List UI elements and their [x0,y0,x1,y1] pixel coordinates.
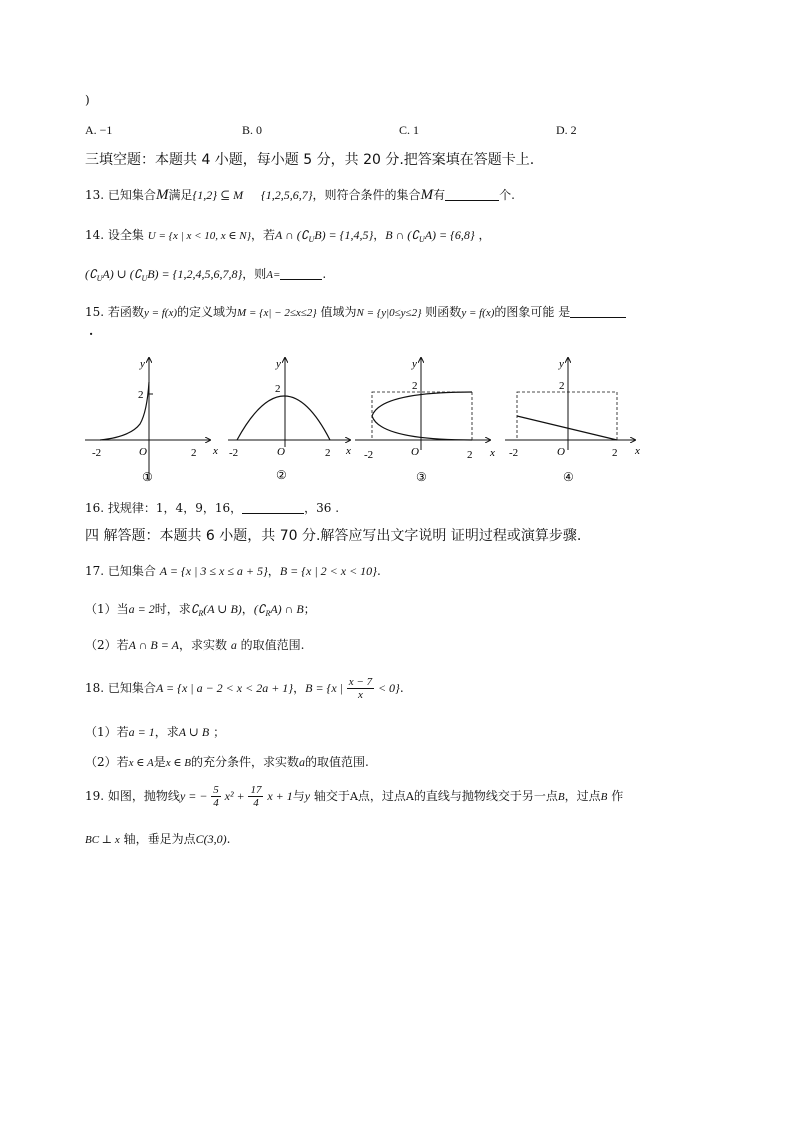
q18-2-c1: x ∈ A [128,757,154,769]
q15-m-def: M = {x| − 2≤x≤2} [237,307,317,319]
q17-sep: ， [267,564,280,578]
q14-expr2: B ∩ (∁ [385,228,419,242]
q14: 14. 设全集 U = {x | x < 10, x ∈ N}，若A ∩ $(∁_UB) = \{1,4,5\}$，B ∩ $(∁_UA) = \{6,8\}$ ， [85,228,491,244]
q19-eq-a: y = − [179,789,208,803]
q19-f2-num: 17 [250,784,262,796]
g4-label: ④ [563,470,574,484]
q13-text-a: 已知集合 [107,188,156,202]
q19-ptb: B [557,791,565,803]
q19-pta2: A [405,790,414,803]
q18-end: . [399,681,404,695]
q13-set2: {1,2,5,6,7} [260,188,313,202]
section3-title: 三填空题：本题共 4 小题，每小题 5 分，共 20 分.把答案填在答题卡上. [85,152,535,168]
q18-2-var: a [298,755,305,769]
graph-2 [228,358,351,482]
q19-l2-end: . [226,832,231,846]
q13-var2: M [420,187,434,203]
g2-xtick-2: 2 [325,447,331,459]
q14-line2 [85,265,326,283]
q14-text-b: ，若 [251,228,276,242]
g2-label: ② [276,468,287,482]
q13-text-d: 有 [433,188,446,202]
q13-answer-blank[interactable] [445,188,499,201]
q19-text-f: ，过点 [564,789,601,803]
option-b: B. 0 [242,123,263,137]
q16-text-b: ，36 . [304,501,340,515]
q18-b-a: B = {x | [305,681,343,695]
q13-num: 13. [85,188,105,202]
q18-1-end: ； [213,725,226,739]
q19 [85,784,623,809]
g1-xtick-2: 2 [191,447,197,459]
g2-origin: O [277,446,285,458]
q19-text-g: 作 [611,789,624,803]
q18-1-b: ，求 [154,725,179,739]
q17-1-sub2: R [265,609,271,618]
g4-xlabel: x [635,445,640,457]
q13-text-e: 个. [499,188,515,202]
q19-f1-num: 5 [213,784,219,796]
q19-pta: A [349,790,358,803]
q17-1-expr1: ∁ [190,602,199,616]
q15-text-d: 则函数 [425,305,462,319]
q18-part2 [85,753,369,770]
q19-frac1 [211,784,221,809]
graph-3 [355,358,495,484]
q14-num: 14. [85,228,105,242]
q14-l2b: A) ∪ (∁ [102,267,142,281]
g3-xtick-2: 2 [467,449,473,461]
q18-1-cond: a = 1 [128,725,155,739]
q18-part1 [85,723,225,740]
q19-num: 19. [85,789,105,803]
q18-text-a: 已知集合 [107,681,156,695]
q15-func2: y = f(x) [461,307,495,319]
g1-xlabel: x [213,445,218,457]
option-d: D. 2 [556,123,577,137]
q14-answer-blank[interactable] [280,267,322,280]
q19-text-d: 点，过点 [357,789,406,803]
function-graphs [80,352,650,487]
q17-1-b: 时，求 [154,602,191,616]
q14-sub1: U [308,235,315,244]
g2-ylabel: y [276,358,281,370]
q18-2-a: （2）若 [85,755,129,769]
q19-f1-den: 4 [213,797,219,809]
q15-dot: . [89,324,94,338]
q14-expr1b: B) = {1,4,5} [314,228,374,242]
q17-end: . [376,564,381,578]
q18-2-b: 是 [153,755,166,769]
q18-2-c: 的充分条件，求实数 [190,755,299,769]
q19-f2-den: 4 [253,797,259,809]
q19-eq-c: x + 1 [267,789,293,803]
q13 [85,186,515,204]
q17-1-cond: a = 2 [128,602,155,616]
g1-ytick: 2 [138,389,144,401]
q16 [85,499,339,516]
q18-1-expr: A ∪ B [178,725,210,739]
q13-text-b: 满足 [168,188,193,202]
q17-1-expr2: (∁ [253,602,266,616]
g4-ylabel: y [559,358,564,370]
q17-num: 17. [85,564,105,578]
q18-2-d: 的取值范围. [304,755,369,769]
g1-label: ① [142,470,153,484]
g3-label: ③ [416,470,427,484]
g1-xtick-neg2: -2 [92,447,102,459]
q17-1-sub1: R [198,609,204,618]
q17 [85,562,381,579]
q14-u-def: U = {x | x < 10, x ∈ N} [147,230,252,242]
g4-ytick: 2 [559,380,565,392]
q19-yvar: y [304,789,311,803]
q18-frac-den: x [358,689,363,701]
q17-1-expr1b: (A ∪ B) [203,602,242,616]
g3-ytick: 2 [412,380,418,392]
q17-2-c: 的取值范围. [240,638,305,652]
q14-expr2b: A) = {6,8} [424,228,475,242]
q17-1-expr2b: A) ∩ B [270,602,304,616]
q17-part2 [85,636,304,653]
section4-title: 四 解答题：本题共 6 小题，共 70 分.解答应写出文字说明 证明过程或演算步骤. [85,528,582,544]
q18-frac-num: x − 7 [348,676,373,688]
g2-ytick: 2 [275,383,281,395]
q19-text-a: 如图，抛物线 [107,789,180,803]
g3-origin: O [411,446,419,458]
q18-num: 18. [85,681,105,695]
q14-expr1: A ∩ (∁ [275,228,309,242]
q13-text-c: ，则符合条件的集合 [312,188,421,202]
q17-2-cond: A ∩ B = A [128,638,179,652]
q19-text-e: 的直线与抛物线交于另一点 [413,789,558,803]
q17-part1 [85,600,316,618]
g4-xtick-2: 2 [612,447,618,459]
q15 [85,303,626,320]
q16-answer-blank[interactable] [242,501,304,514]
q19-l2-expr: BC ⊥ x [85,834,120,846]
q14-l2-end: . [322,267,327,281]
option-a: A. −1 [85,123,113,137]
q15-text-b: 的定义域为 [177,305,238,319]
g3-ylabel: y [412,358,417,370]
q14-l2d: ，则 [242,267,267,281]
g4-xtick-neg2: -2 [509,447,519,459]
g1-ylabel: y [140,358,145,370]
q17-text-a: 已知集合 [107,564,156,578]
g3-xtick-neg2: -2 [364,449,374,461]
q14-l2e: A= [266,269,281,281]
graph-1 [85,358,218,484]
q17-2-var: a [230,638,237,652]
q14-l2-sub1: U [96,274,103,283]
q17-b-def: B = {x | 2 < x < 10} [279,564,377,578]
q15-text-c: 值域为 [320,305,357,319]
q18 [85,676,404,701]
q18-b-b: < 0} [377,681,400,695]
q17-a-def: A = {x | 3 ≤ x ≤ a + 5} [159,564,268,578]
g3-xlabel: x [490,447,495,459]
q19-frac2 [248,784,263,809]
q19-text-c: 轴交于 [313,789,350,803]
q14-text-a: 设全集 [107,228,144,242]
g2-xlabel: x [346,445,351,457]
q18-a-def: A = {x | a − 2 < x < 2a + 1} [155,681,294,695]
q16-num: 16. [85,501,105,515]
q19-l2-a: 轴，垂足为点 [123,832,196,846]
q19-l2-pt: C(3,0) [195,832,227,846]
q18-fraction [347,676,374,701]
q15-text-a: 若函数 [107,305,144,319]
q17-2-b: ，求实数 [178,638,227,652]
q15-func: y = f(x) [143,307,178,319]
q14-l2a: (∁ [85,267,97,281]
graph-4 [505,358,640,484]
paren-close: ) [85,93,90,107]
option-c: C. 1 [399,123,420,137]
q19-eq-b: x² + [224,789,245,803]
q15-text-e: 的图象可能 是 [494,305,571,319]
g1-origin: O [139,446,147,458]
q18-2-c2: x ∈ B [165,757,191,769]
q15-num: 15. [85,305,105,319]
q13-var: M [155,187,169,203]
q18-1-a: （1）若 [85,725,129,739]
q18-sep: ， [293,681,306,695]
q17-1-sep: ， [241,602,254,616]
q13-set1: {1,2} ⊆ M [192,188,244,202]
g4-origin: O [557,446,565,458]
q16-text-a: 找规律：1，4，9，16， [107,501,243,515]
q17-1-a: （1）当 [85,602,129,616]
q14-l2-sub2: U [141,274,148,283]
g2-xtick-neg2: -2 [229,447,239,459]
q19-ptb2: B [600,791,608,803]
q15-answer-blank[interactable] [570,305,626,318]
q14-sub2: U [418,235,425,244]
q14-l2c: B) = {1,2,4,5,6,7,8} [147,267,243,281]
q15-n-def: N = {y|0≤y≤2} [356,307,422,319]
q19-line2 [85,830,230,847]
q17-1-end: ； [303,602,316,616]
q19-text-b: 与 [292,789,305,803]
q17-2-a: （2）若 [85,638,129,652]
